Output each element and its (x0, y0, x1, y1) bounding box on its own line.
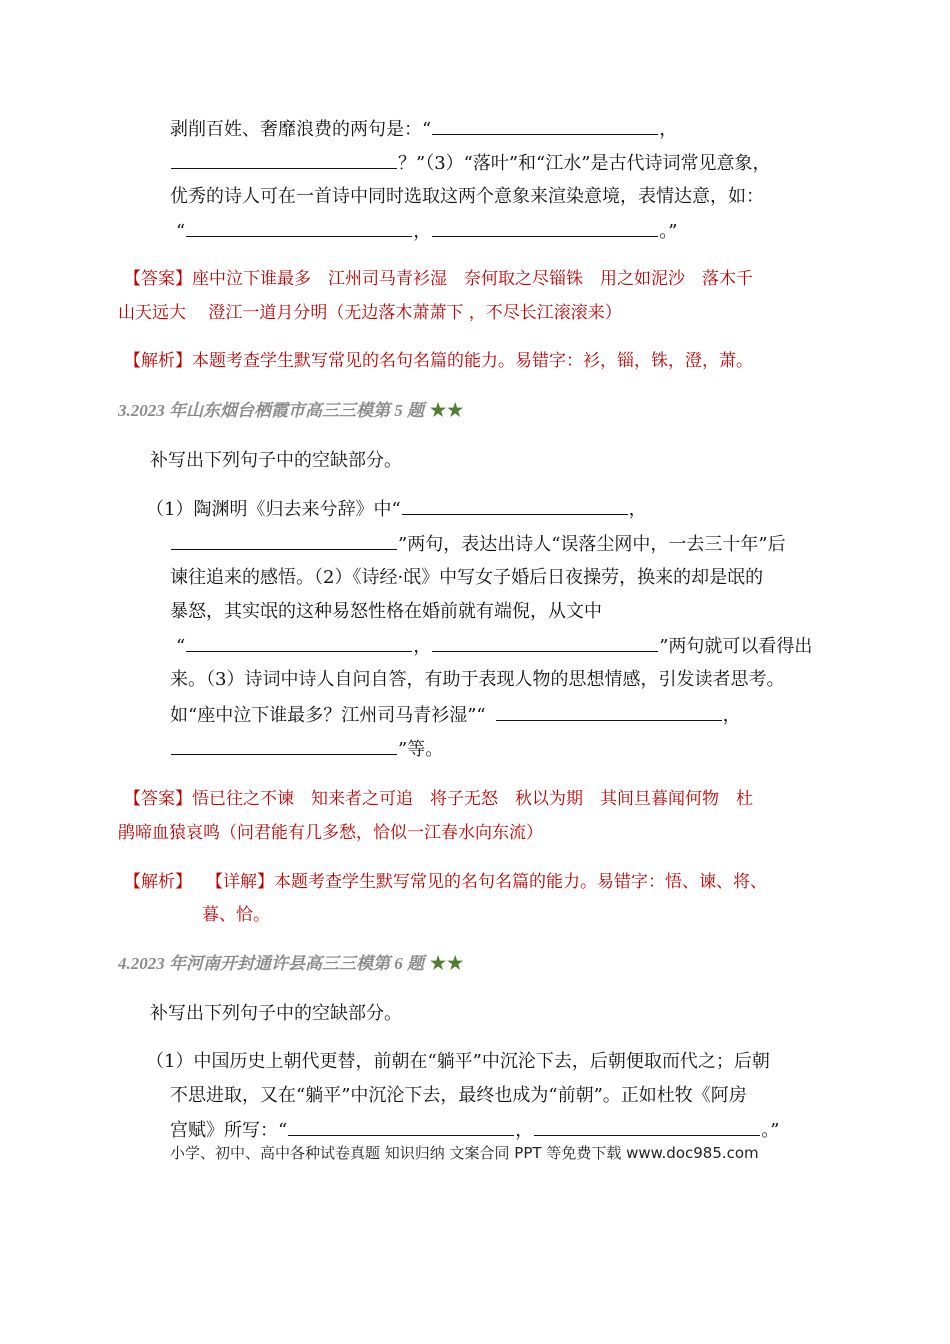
question-3-analysis-line-1 (124, 870, 767, 894)
text: ”等。 (398, 739, 444, 760)
fill-blank (402, 497, 628, 515)
question-3-line-1 (146, 497, 647, 522)
fill-blank (432, 117, 658, 135)
question-3-line-6: 来。（3）诗词中诗人自问自答，有助于表现人物的思想情感，引发读者思考。 (170, 669, 785, 690)
question-3-line-2 (170, 532, 786, 557)
fill-blank (432, 634, 658, 652)
fill-blank (496, 703, 722, 721)
fill-blank (534, 1118, 760, 1136)
question-4-line-3 (170, 1118, 779, 1143)
difficulty-stars-icon: ★★ (430, 953, 465, 973)
text: ？”（3）“落叶”和“江水”是古代诗词常见意象， (398, 153, 771, 174)
text: ”两句就可以看得出 (659, 636, 813, 657)
analysis-text: 本题考查学生默写常见的名句名篇的能力。易错字：悟、谏、将、 (274, 872, 767, 892)
fill-blank (186, 634, 412, 652)
text: “ (176, 221, 186, 242)
question-4-line-2: 不思进取，又在“躺平”中沉沦下去，最终也成为“前朝”。正如杜牧《阿房 (170, 1085, 747, 1106)
prev-question-line-3: 优秀的诗人可在一首诗中同时选取这两个意象来渲染意境，表情达意，如： (170, 186, 764, 207)
text: 宫赋》所写：“ (170, 1120, 288, 1141)
analysis-label: 【解析】 (124, 351, 192, 371)
prev-answer-line-2: 山天远大 澄江一道月分明（无边落木萧萧下 ，不尽长江滚滚来） (118, 303, 622, 323)
answer-label: 【答案】 (124, 789, 192, 809)
text: ”两句，表达出诗人“误落尘网中，一去三十年”后 (398, 534, 786, 555)
text: ， (413, 636, 432, 657)
question-3-title (118, 398, 464, 423)
question-3-line-3: 谏往追来的感悟。（2）《诗经·氓》中写女子婚后日夜操劳，换来的却是氓的 (170, 567, 764, 588)
question-4-intro: 补写出下列句子中的空缺部分。 (150, 1003, 402, 1024)
question-3-intro: 补写出下列句子中的空缺部分。 (150, 450, 402, 471)
question-3-line-5 (176, 634, 812, 659)
text: ， (628, 499, 647, 520)
footer-banner: 小学、初中、高中各种试卷真题 知识归纳 文案合同 PPT 等免费下载 www.doc985.com (170, 1144, 759, 1162)
title-text: 4.2023 年河南开封通许县高三三模第 6 题 (118, 954, 424, 973)
title-text: 3.2023 年山东烟台栖霞市高三三模第 5 题 (118, 401, 424, 420)
answer-text: 座中泣下谁最多 江州司马青衫湿 奈何取之尽锱铢 用之如泥沙 落木千 (192, 269, 753, 289)
prev-answer-line-1 (124, 267, 753, 291)
text: ， (659, 119, 678, 140)
analysis-text: 本题考查学生默写常见的名句名篇的能力。易错字：衫，锱，铢，澄，萧。 (192, 351, 753, 371)
question-3-analysis-line-2: 暮、恰。 (202, 905, 270, 925)
prev-analysis (124, 349, 753, 373)
answer-text: 悟已往之不谏 知来者之可追 将子无怒 秋以为期 其间旦暮闻何物 杜 (192, 789, 753, 809)
fill-blank (288, 1118, 514, 1136)
prev-question-line-2 (170, 151, 770, 176)
question-3-line-8 (170, 737, 443, 762)
text: “ (176, 636, 186, 657)
fill-blank (171, 737, 397, 755)
prev-question-line-1 (170, 117, 677, 142)
fill-blank (171, 532, 397, 550)
text: 剥削百姓、奢靡浪费的两句是：“ (170, 119, 432, 140)
analysis-label: 【解析】 (124, 872, 192, 892)
question-3-line-7 (170, 703, 741, 728)
text: 。” (761, 1120, 780, 1141)
question-3-line-4: 暴怒，其实氓的这种易怒性格在婚前就有端倪，从文中 (170, 601, 602, 622)
text: （1）陶渊明《归去来兮辞》中“ (146, 499, 401, 520)
question-4-line-1: （1）中国历史上朝代更替，前朝在“躺平”中沉沦下去，后朝便取而代之；后朝 (146, 1051, 770, 1072)
text: 。” (659, 221, 678, 242)
prev-question-line-4 (176, 219, 677, 244)
text: 如“座中泣下谁最多？江州司马青衫湿”“ (170, 705, 486, 726)
answer-label: 【答案】 (124, 269, 192, 289)
fill-blank (186, 219, 412, 237)
difficulty-stars-icon: ★★ (430, 400, 465, 420)
question-4-title (118, 951, 464, 976)
question-3-answer-line-1 (124, 787, 753, 811)
text: ， (515, 1120, 534, 1141)
fill-blank (432, 219, 658, 237)
text: ， (722, 705, 741, 726)
fill-blank (171, 151, 397, 169)
question-3-answer-line-2: 鹃啼血猿哀鸣（问君能有几多愁，恰似一江春水向东流） (118, 823, 543, 843)
text: ， (413, 221, 432, 242)
analysis-detail-label: 【详解】 (206, 872, 274, 892)
